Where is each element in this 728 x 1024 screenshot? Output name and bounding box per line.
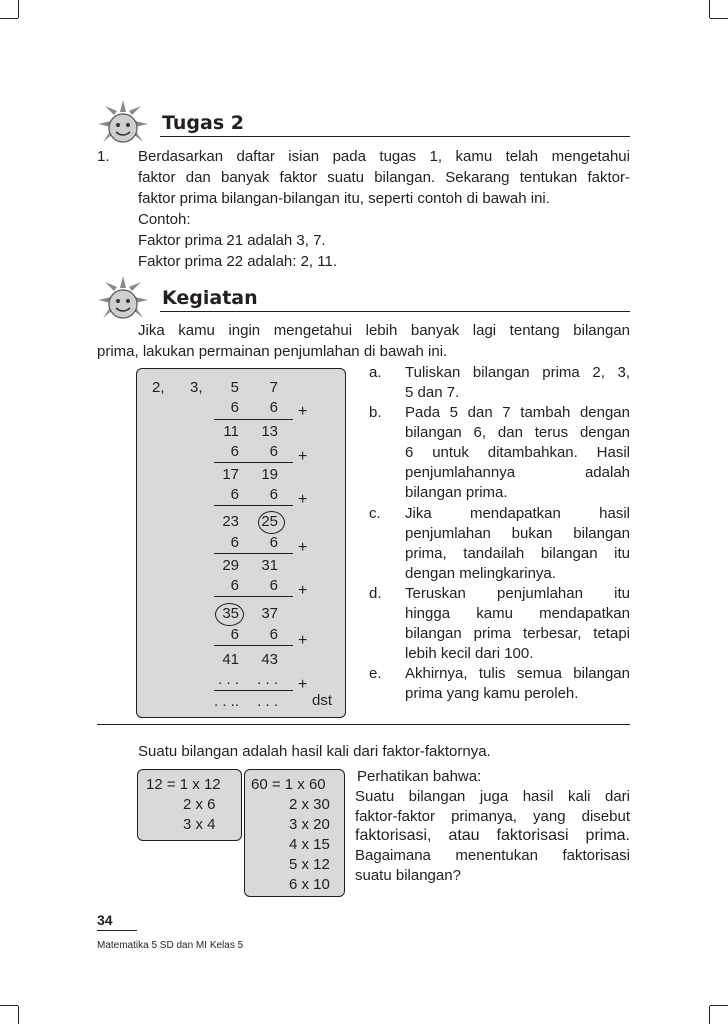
step-line: 6 untuk ditambahkan. Hasil — [405, 444, 630, 461]
plus-sign: + — [298, 676, 308, 693]
calc-cell: 6 — [269, 399, 278, 416]
step-line: Tuliskan bilangan prima 2, 3, — [405, 364, 630, 381]
step-line: penjumlahannya adalah — [405, 464, 630, 481]
calc-cell-circled: 35 — [222, 605, 239, 622]
calc-cell: 6 — [230, 399, 239, 416]
tugas-line: Contoh: — [138, 211, 191, 228]
step-line: lebih kecil dari 100. — [405, 645, 534, 662]
crop-mark — [710, 18, 728, 19]
calc-cell: 6 — [269, 626, 278, 643]
calc-cell: 17 — [222, 466, 239, 483]
note-line: Perhatikan bahwa: — [357, 768, 482, 785]
step-line: dengan melingkarinya. — [405, 565, 556, 582]
calc-cell: 6 — [269, 577, 278, 594]
plus-sign: + — [298, 448, 308, 465]
step-line: prima, tandailah bilangan itu — [405, 545, 630, 562]
footer-rule — [97, 930, 137, 931]
start-number: 7 — [269, 379, 278, 396]
sum-line — [214, 505, 293, 506]
sum-line — [214, 419, 293, 420]
calc-cell: . . . — [257, 693, 278, 710]
step-line: bilangan 6, dan terus dengan — [405, 424, 630, 441]
tugas-line: Faktor prima 21 adalah 3, 7. — [138, 232, 326, 249]
step-line: bilangan prima. — [405, 484, 508, 501]
sum-line — [214, 462, 293, 463]
page-number: 34 — [97, 912, 113, 928]
calc-cell: 11 — [223, 423, 239, 440]
calc-cell: 29 — [222, 557, 239, 574]
calc-cell: 6 — [230, 486, 239, 503]
heading-rule — [160, 311, 630, 312]
calc-cell: 6 — [269, 443, 278, 460]
factor-line: 2 x 30 — [289, 796, 330, 813]
step-label: c. — [369, 505, 381, 522]
calc-cell: 6 — [269, 486, 278, 503]
step-label: a. — [369, 364, 382, 381]
kegiatan-intro: prima, lakukan permainan penjumlahan di bawah ini. — [97, 343, 448, 360]
sum-line — [214, 690, 293, 691]
calc-cell: 13 — [261, 423, 278, 440]
crop-mark — [710, 1005, 728, 1006]
calc-cell: . . . — [257, 671, 278, 688]
calc-cell: 23 — [222, 513, 239, 530]
section-divider — [97, 724, 630, 725]
tugas-line: Faktor prima 22 adalah: 2, 11. — [138, 253, 337, 270]
calc-cell: 31 — [261, 557, 278, 574]
note-line: Bagaimana menentukan faktorisasi — [355, 847, 630, 864]
step-line: Pada 5 dan 7 tambah dengan — [405, 404, 630, 421]
factor-line: 3 x 20 — [289, 816, 330, 833]
step-line: prima yang kamu peroleh. — [405, 685, 579, 702]
tugas-heading: Tugas 2 — [162, 112, 244, 134]
factor-line: 60 = 1 x 60 — [251, 776, 326, 793]
factor-line: 3 x 4 — [183, 816, 216, 833]
crop-mark — [709, 0, 710, 18]
start-number: 5 — [230, 379, 239, 396]
factor-intro: Suatu bilangan adalah hasil kali dari faktor-faktornya. — [138, 743, 491, 760]
calc-cell: 6 — [269, 534, 278, 551]
step-label: d. — [369, 585, 382, 602]
step-line: Akhirnya, tulis semua bilangan — [405, 665, 630, 682]
start-number: 3, — [190, 379, 203, 396]
crop-mark — [18, 0, 19, 18]
calc-cell: 41 — [222, 651, 239, 668]
heading-rule — [160, 136, 630, 137]
calc-cell-circled: 25 — [261, 513, 278, 530]
tugas-line: Berdasarkan daftar isian pada tugas 1, kamu telah mengetahui — [138, 148, 630, 165]
step-line: Jika mendapatkan hasil — [405, 505, 630, 522]
note-line: faktor-faktor primanya, yang disebut — [355, 808, 630, 825]
calc-cell: 19 — [261, 466, 278, 483]
crop-mark — [18, 1006, 19, 1024]
step-line: penjumlahan bukan bilangan — [405, 525, 630, 542]
calc-cell: . . . — [218, 671, 239, 688]
plus-sign: + — [298, 582, 308, 599]
step-line: Teruskan penjumlahan itu — [405, 585, 630, 602]
book-title: Matematika 5 SD dan MI Kelas 5 — [97, 940, 244, 951]
factor-line: 6 x 10 — [289, 876, 330, 893]
factor-line: 12 = 1 x 12 — [146, 776, 221, 793]
factor-line: 2 x 6 — [183, 796, 216, 813]
calc-cell: . . .. — [213, 693, 239, 710]
note-line: faktorisasi, atau faktorisasi prima. — [355, 827, 630, 844]
note-line: suatu bilangan? — [355, 867, 461, 884]
calc-cell: 6 — [230, 534, 239, 551]
factor-line: 5 x 12 — [289, 856, 330, 873]
factor-line: 4 x 15 — [289, 836, 330, 853]
start-number: 2, — [152, 379, 165, 396]
crop-mark — [0, 18, 18, 19]
step-line: bilangan prima terbesar, tetapi — [405, 625, 630, 642]
plus-sign: + — [298, 491, 308, 508]
step-label: b. — [369, 404, 382, 421]
plus-sign: + — [298, 539, 308, 556]
sum-line — [214, 645, 293, 646]
sun-face-icon — [98, 276, 148, 324]
calc-cell: 6 — [230, 443, 239, 460]
kegiatan-heading: Kegiatan — [162, 287, 258, 309]
tugas-number: 1. — [97, 148, 110, 165]
crop-mark — [0, 1005, 18, 1006]
calc-cell: 37 — [261, 605, 278, 622]
kegiatan-intro: Jika kamu ingin mengetahui lebih banyak lagi tentang bilangan — [138, 322, 630, 339]
plus-sign: + — [298, 403, 308, 420]
dst-label: dst — [312, 692, 333, 709]
note-line: Suatu bilangan juga hasil kali dari — [355, 788, 630, 805]
tugas-line: faktor dan banyak faktor suatu bilangan. Sekarang tentukan faktor- — [138, 169, 630, 186]
sun-face-icon — [98, 100, 148, 148]
calc-cell: 43 — [261, 651, 278, 668]
crop-mark — [709, 1006, 710, 1024]
sum-line — [214, 596, 293, 597]
calc-cell: 6 — [230, 626, 239, 643]
step-line: 5 dan 7. — [405, 384, 460, 401]
sum-line — [214, 553, 293, 554]
plus-sign: + — [298, 632, 308, 649]
step-label: e. — [369, 665, 382, 682]
step-line: hingga kamu mendapatkan — [405, 605, 630, 622]
calc-cell: 6 — [230, 577, 239, 594]
tugas-line: faktor prima bilangan-bilangan itu, seperti contoh di bawah ini. — [138, 190, 550, 207]
